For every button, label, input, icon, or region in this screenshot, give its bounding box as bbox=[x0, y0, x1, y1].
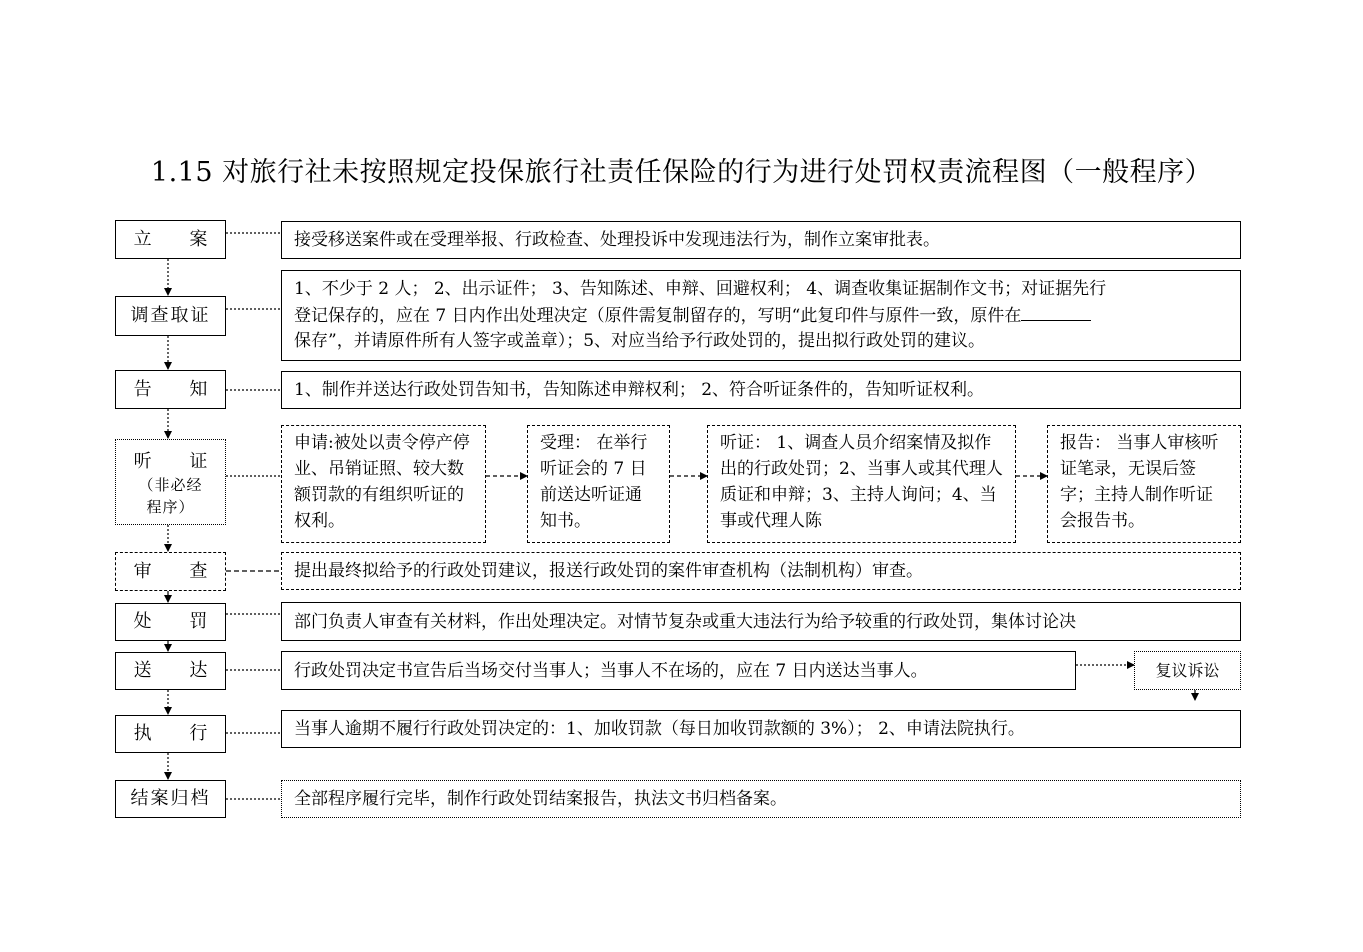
hearing-baogao: 报告： 当事人审核听证笔录，无误后签字；主持人制作听证会报告书。 bbox=[1047, 425, 1241, 543]
step-tingzheng-note1: （非必经 bbox=[138, 476, 203, 494]
desc-gaozhi: 1、制作并送达行政处罚告知书，告知陈述申辩权利； 2、符合听证条件的，告知听证权利。 bbox=[281, 371, 1241, 409]
desc-chufa: 部门负责人审查有关材料，作出处理决定。对情节复杂或重大违法行为给予较重的行政处罚，集体讨论决 bbox=[281, 602, 1241, 641]
blank-underline bbox=[1021, 302, 1091, 321]
hearing-tingzheng: 听证： 1、调查人员介绍案情及拟作出的行政处罚；2、当事人或其代理人质证和申辩；3、主持人询问；4、当事或代理人陈 bbox=[707, 425, 1016, 543]
desc-shencha: 提出最终拟给予的行政处罚建议，报送行政处罚的案件审查机构（法制机构）审查。 bbox=[281, 552, 1241, 590]
step-shencha: 审 查 bbox=[115, 552, 226, 591]
step-chufa: 处 罚 bbox=[115, 603, 226, 641]
desc-songda: 行政处罚决定书宣告后当场交付当事人；当事人不在场的，应在 7 日内送达当事人。 bbox=[281, 651, 1076, 690]
step-diaocha: 调查取证 bbox=[115, 296, 226, 336]
hearing-shenqing: 申请:被处以责令停产停业、吊销证照、较大数额罚款的有组织听证的权利。 bbox=[281, 425, 486, 543]
step-zhixing: 执 行 bbox=[115, 715, 226, 753]
desc-diaocha bbox=[281, 270, 1241, 361]
step-jiean: 结案归档 bbox=[115, 780, 226, 818]
step-tingzheng-note2: 程序） bbox=[146, 498, 195, 516]
step-tingzheng bbox=[115, 439, 226, 525]
step-lian: 立 案 bbox=[115, 220, 226, 259]
desc-diaocha-line2-wrap bbox=[294, 302, 1106, 328]
desc-zhixing: 当事人逾期不履行行政处罚决定的：1、加收罚款（每日加收罚款额的 3%）； 2、申请法院执行。 bbox=[281, 710, 1241, 748]
hearing-shouli: 受理： 在举行听证会的 7 日前送达听证通知书。 bbox=[527, 425, 670, 543]
desc-jiean: 全部程序履行完毕，制作行政处罚结案报告，执法文书归档备案。 bbox=[281, 780, 1241, 818]
desc-lian: 接受移送案件或在受理举报、行政检查、处理投诉中发现违法行为，制作立案审批表。 bbox=[281, 221, 1241, 259]
review-litigation-box: 复议诉讼 bbox=[1134, 651, 1241, 690]
step-tingzheng-label: 听 证 bbox=[133, 451, 224, 472]
step-songda: 送 达 bbox=[115, 652, 226, 690]
page-title: 1.15 对旅行社未按照规定投保旅行社责任保险的行为进行处罚权责流程图（一般程序） bbox=[150, 157, 1213, 188]
desc-diaocha-line2: 登记保存的，应在 7 日内作出处理决定（原件需复制留存的，写明“此复印件与原件一致，原件在 bbox=[294, 306, 1022, 326]
desc-diaocha-line1: 1、不少于 2 人； 2、出示证件； 3、告知陈述、申辩、回避权利； 4、调查收集证据制作文书；对证据先行 bbox=[294, 279, 1107, 299]
step-gaozhi: 告 知 bbox=[115, 370, 226, 409]
desc-diaocha-line3: 保存”，并请原件所有人签字或盖章）；5、对应当给予行政处罚的，提出拟行政处罚的建议。 bbox=[294, 331, 986, 351]
